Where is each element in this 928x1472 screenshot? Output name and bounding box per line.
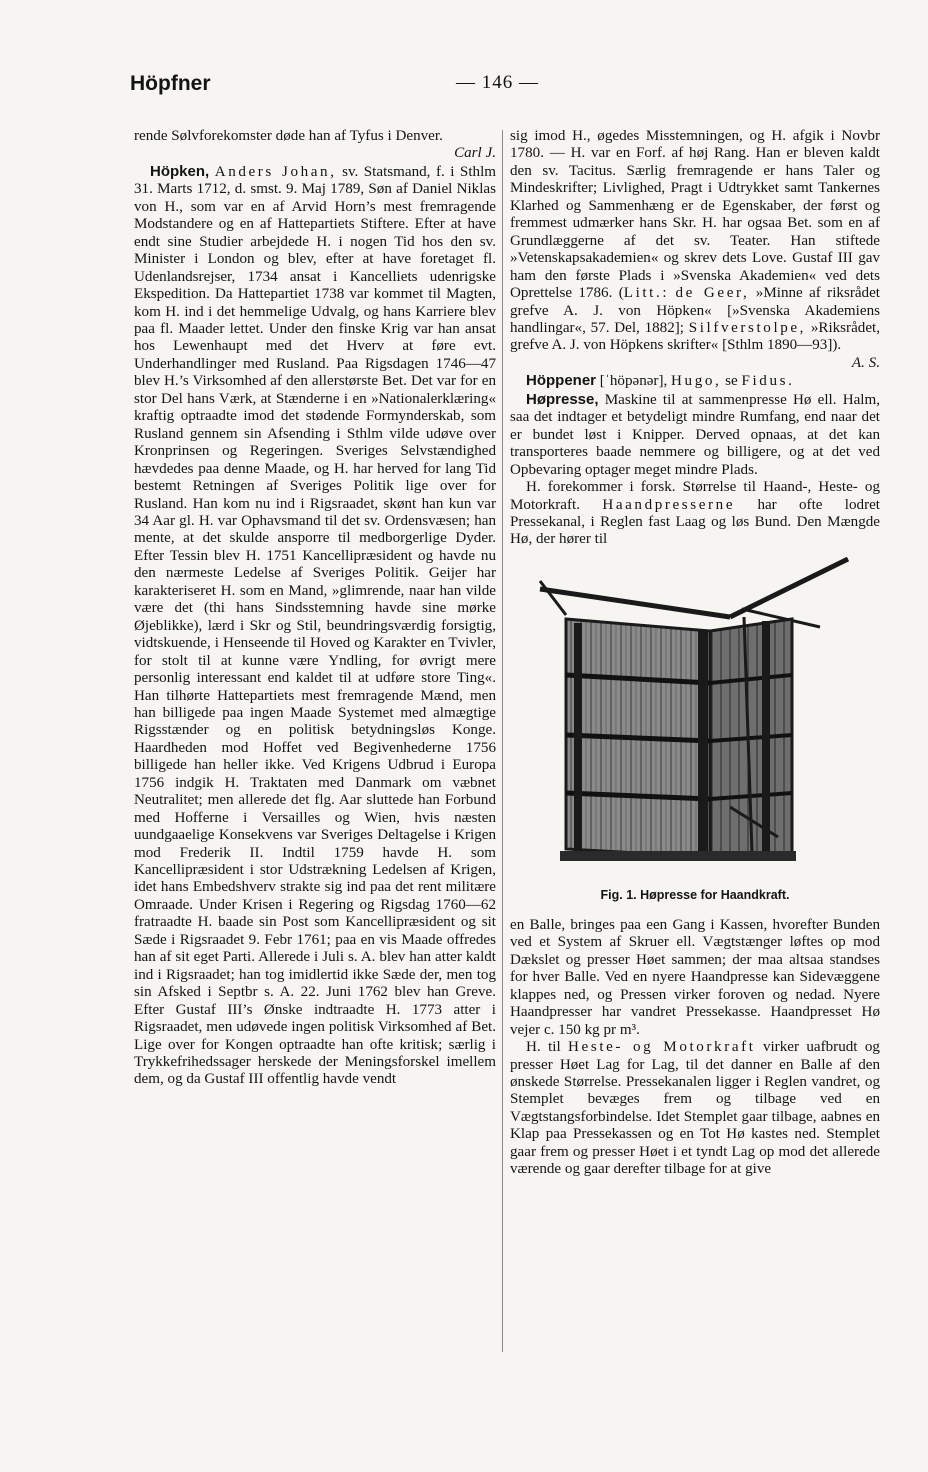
entry-headword: Höpken, bbox=[150, 162, 210, 180]
figure-hay-press bbox=[510, 557, 880, 917]
pronunciation: [ˈhöpənər], bbox=[599, 373, 668, 390]
ref-author: Silfverstolpe, bbox=[688, 319, 807, 336]
paragraph-haandpresser: H. forekommer i forsk. Størrelse til Haand-, Heste- og Motorkraft. Haandpresserne har ofte lodret Pressekanal, i Reglen fast Laag og løs Bund. Den Mængde Hø, der hører til bbox=[510, 479, 880, 548]
column-rule bbox=[502, 130, 503, 1352]
continued-paragraph: rende Sølvforekomster døde han af Tyfus i Denver. Carl J. bbox=[134, 128, 496, 162]
left-column bbox=[134, 128, 496, 1089]
paragraph-balle: en Balle, bringes paa een Gang i Kassen, hvorefter Bunden ved et System af Skruer ell. Vægtstænger løftes op mod Dækslet og presser Høet sammen; der maa altsaa standses for hver Balle. Ved en nyere Haandpresse kan Sidevæggene klappes ned, og Pressen virker foroven og nedad. Nyere Haandpresser har vandret Pressekasse. Haandpresset Hø vejer c. 150 kg pr m³. bbox=[510, 916, 880, 1038]
term: Haandpresserne bbox=[602, 496, 736, 513]
entry-hopken-continued: sig imod H., øgedes Misstemningen, og H. afgik i Novbr 1780. — H. var en Forf. af høj Rang. Han er bleven kaldt den sv. Tacitus. Særlig fremragende er hans Taler og Mindeskrifter; Livlighed, Pragt i Udtrykket samt Tankernes Klarhed og Sammenhæng er de Egenskaber, der først og fremmest udmærker hans Skr. H. har ogsaa Bet. som en af Grundlæggerne af det sv. Teater. Han stiftede »Vetenskapsakademien« og skrev dets Love. Gustaf III gav ham den første Plads i »Svenska Akademien« ved dets Oprettelse 1786. (Litt.: de Geer, »Minne af riksrådet grefve A. J. von Höpken« [»Svenska Akademiens handlingar«, 57. Del, 1882]; Silfverstolpe, »Riksrådet, grefve A. J. von Höpkens skrifter« [Sthlm 1890—93]). A. S. bbox=[510, 128, 880, 371]
author-signature: A. S. bbox=[851, 354, 880, 371]
given-name: Hugo, bbox=[671, 373, 722, 390]
author-signature: Carl J. bbox=[454, 145, 496, 162]
hay-press-illustration bbox=[530, 557, 860, 877]
entry-hopresse: Høpresse, Maskine til at sammenpresse Hø ell. Halm, saa det indtager et betydeligt mindre Rumfang, end naar det er bundet løst i Knipper. Derved opnaas, at det kan transporteres baade nemmere og billigere, og at det ved Opbevaring optager meget mindre Plads. bbox=[510, 390, 880, 478]
entry-given-name: Anders Johan, bbox=[214, 163, 337, 180]
literature-label: Litt.: bbox=[623, 285, 670, 302]
paragraph-motorkraft: H. til Heste- og Motorkraft virker uafbrudt og presser Høet Lag for Lag, til det danner en Balle af den ønskede Størrelse. Pressekanalen ligger i Reglen vandret, og Stemplet bevæges frem og tilbage ved en Vægtstangsforbindelse. Idet Stemplet gaar tilbage, aabnes en Klap paa Pressekassen og en Tot Hø kastes ned. Stemplet gaar frem og presser Høet i et tyndt Lag op mod det allerede værende og gaar derefter tilbage for at give bbox=[510, 1039, 880, 1178]
cross-reference: Fidus. bbox=[741, 373, 795, 390]
entry-hoppener: Höppener [ˈhöpənər], Hugo, se Fidus. bbox=[526, 372, 795, 390]
entry-body: sv. Statsmand, f. i Sthlm 31. Marts 1712, d. smst. 9. Maj 1789, Søn af Daniel Niklas von H., som var en af Arvid Horn’s mest fremragende Modstandere og en af Hattepartiets Stiftere. Efter at have endt sine Studier arbejdede H. i nogen Tid hos den sv. Minister i London og blev, efter at have foretaget fl. Udenlandsrejser, 1734 ansat i Kancelliets udenrigske Ekspedition. Da Hattepartiet 1738 var kommet til Magten, kom H. ind i det hemmelige Udvalg, og hans Karriere blev paa fl. Maader lettet. Under den finske Krig var han ansat hos Lewenhaupt med det Hverv at føre evt. Underhandlinger med Rusland. Paa Rigsdagen 1746—47 blev H.’s Virksomhed af den allerstørste Bet. Det var for en stor Del hans Værk, at Stænderne i en »Nationalerklæring« kraftig optraadte imod det stødende Formynderskab, som Rusland gennem sin Afsending i Sthlm vilde udøve over Kronprinsen og Regeringen. Sveriges Selvstændighed hævdedes paa denne Maade, og H. har herved for lang Tid bestemt Retningen af Sveriges Politik lige over for Rusland. Han kom nu ind i Rigsraadet, skønt han kun var 34 Aar gl. H. var Ophavsmand til det sv. Ordensvæsen; han mente, at det skulde ansporre til medborgerlige Dyder. Efter Tessin blev H. 1751 Kancellipræsident og havde nu den nærmeste Ledelse af Sveriges Politik. Geijer har karakteriseret H. som en Mand, »glimrende, naar han vilde være det (thi hans Sindsstemning havde sine mørke Øjeblikke), lærd i Skr og Stil, beundringsværdig forsigtig, vidtskuende, i Henseende til Hoved og Karakter en Tvivler, for stolt til at kunne være Yndling, for øvrigt mere personlig interessant end kaldet til at udføre store Ting«. Han tilhørte Hattepartiets mest fremragende Mænd, men han billigede paa ingen Maade Systemet med almægtige Rigsstænder og en politisk betydningsløs Konge. Haardheden mod Hoffet ved Begivenhederne 1756 billigede han heller ikke. Ved Krigens Udbrud i Europa 1756 indgik H. Traktaten med Danmark om væbnet Neutralitet; men allerede det flg. Aar sluttede han Forbund med Hofferne i Versailles og Wien, hvis næsten uundgaaelige Konsekvens var Sveriges Deltagelse i Krigen mod Frederik II. Indtil 1759 havde H. som Kancellipræsident i stor Udstrækning Ledelsen af Krigen, idet hans Embedshverv strakte sig ind paa det rent militære Omraade. Under Krisen i Regering og Rigsdag 1760—62 fratraadte H. baade sin Post som Kancellipræsident og sit Sæde i Rigsraadet 9. Febr 1761; paa en vis Maade offredes han af sit eget Parti. Allerede i Juli s. A. blev han atter kaldt ind i Rigsraadet; han tog imidlertid ikke Sæde der, men tog sin Afsked i Septbr s. A. 22. Juni 1762 blev han Greve. Efter Gustaf III’s Ønske indtraadte H. 1773 atter i Rigsraadet, men udøvede ingen politisk Virksomhed af Bet. Lige over for Kongen optraadte han ofte kritisk; særlig i Trykkefrihedssager herskede der Meningsforskel imellem dem, og da Gustaf III offentlig havde vendt bbox=[134, 163, 497, 1088]
entry-headword: Høpresse, bbox=[526, 390, 599, 408]
entry-hopken bbox=[134, 163, 496, 1089]
running-headword: Höpfner bbox=[130, 72, 211, 95]
entry-headword: Höppener bbox=[526, 372, 597, 390]
page-number: — 146 — bbox=[456, 72, 539, 93]
page-header bbox=[130, 72, 798, 102]
right-column bbox=[510, 128, 880, 1179]
ref-author: de Geer, bbox=[675, 285, 750, 302]
figure-caption: Fig. 1. Høpresse for Haandkraft. bbox=[600, 887, 790, 902]
term: Heste- og Motorkraft bbox=[568, 1039, 756, 1056]
